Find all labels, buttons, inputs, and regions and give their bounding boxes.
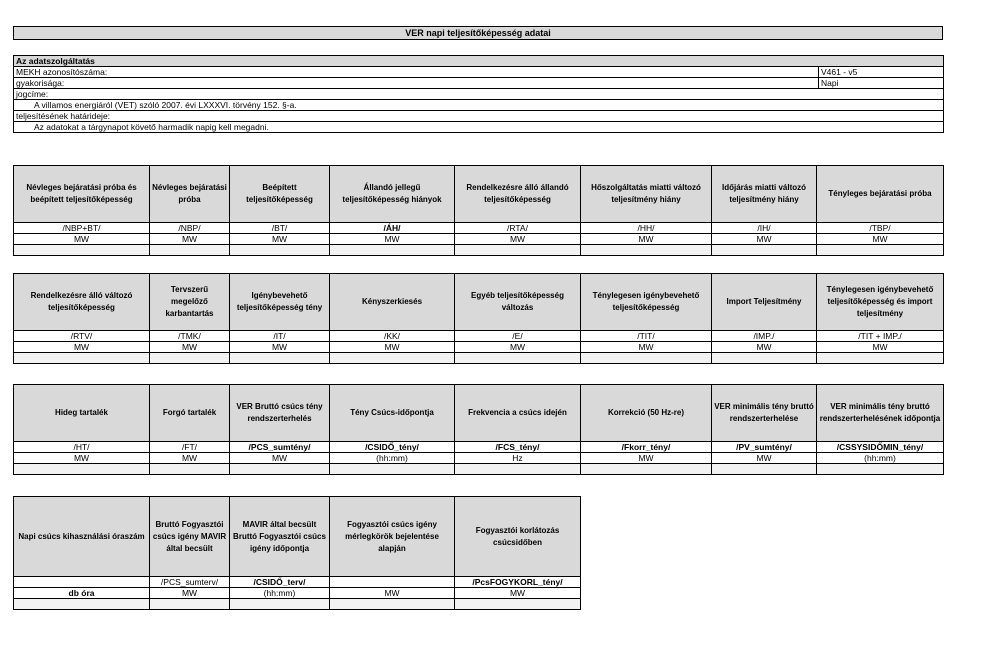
input-cell[interactable] [150, 464, 230, 475]
column-header: Fogyasztói korlátozás csúcsidőben [455, 497, 581, 577]
code-cell: /FT/ [150, 442, 230, 453]
code-cell: /PCS_sumtény/ [230, 442, 330, 453]
info-label: teljesítésének határideje: [14, 111, 944, 122]
column-header: Ténylegesen igénybevehető teljesítőképesség [581, 274, 712, 331]
unit-cell: (hh:mm) [330, 453, 455, 464]
code-cell: /ÁH/ [330, 223, 455, 234]
input-cell[interactable] [14, 464, 150, 475]
input-cell[interactable] [712, 464, 817, 475]
column-header: MAVIR által becsült Bruttó Fogyasztói csúcs igény időpontja [230, 497, 330, 577]
column-header: Rendelkezésre álló állandó teljesítőképesség [455, 166, 581, 223]
column-header: Kényszerkiesés [330, 274, 455, 331]
input-cell[interactable] [817, 464, 944, 475]
unit-cell: MW [712, 234, 817, 245]
column-header: Beépített teljesítőképesség [230, 166, 330, 223]
input-cell[interactable] [455, 245, 581, 256]
code-cell: /NBP+BT/ [14, 223, 150, 234]
code-cell: /IH/ [712, 223, 817, 234]
input-cell[interactable] [581, 353, 712, 364]
input-cell[interactable] [817, 353, 944, 364]
code-cell: /TBP/ [817, 223, 944, 234]
unit-cell: MW [712, 342, 817, 353]
column-header: Forgó tartalék [150, 385, 230, 442]
code-cell: /FCS_tény/ [455, 442, 581, 453]
input-cell[interactable] [455, 464, 581, 475]
column-header: Korrekció (50 Hz-re) [581, 385, 712, 442]
unit-cell: MW [14, 453, 150, 464]
report-title: VER napi teljesítőképesség adatai [13, 26, 943, 40]
unit-cell: MW [330, 588, 455, 599]
info-value: Napi [819, 78, 944, 89]
input-cell[interactable] [581, 464, 712, 475]
input-cell[interactable] [330, 464, 455, 475]
code-cell: /IT/ [230, 331, 330, 342]
unit-cell: MW [330, 234, 455, 245]
input-cell[interactable] [712, 245, 817, 256]
code-cell: /TIT + IMP./ [817, 331, 944, 342]
column-header: Hideg tartalék [14, 385, 150, 442]
code-cell: /RTA/ [455, 223, 581, 234]
unit-cell: MW [150, 588, 230, 599]
unit-cell: MW [817, 342, 944, 353]
info-header: Az adatszolgáltatás [14, 56, 944, 67]
code-cell: /E/ [455, 331, 581, 342]
column-header: Fogyasztói csúcs igény mérlegkörök bejelentése alapján [330, 497, 455, 577]
unit-cell: MW [455, 588, 581, 599]
input-cell[interactable] [455, 353, 581, 364]
column-header: Tervszerű megelőző karbantartás [150, 274, 230, 331]
unit-cell: MW [230, 342, 330, 353]
column-header: Névleges bejáratási próba [150, 166, 230, 223]
unit-cell: Hz [455, 453, 581, 464]
unit-cell: MW [817, 234, 944, 245]
code-cell: /IMP./ [712, 331, 817, 342]
column-header: Egyéb teljesítőképesség változás [455, 274, 581, 331]
column-header: Napi csúcs kihasználási óraszám [14, 497, 150, 577]
code-cell: /HT/ [14, 442, 150, 453]
unit-cell: MW [581, 453, 712, 464]
code-cell: /NBP/ [150, 223, 230, 234]
input-cell[interactable] [150, 599, 230, 610]
code-cell [14, 577, 150, 588]
input-cell[interactable] [817, 245, 944, 256]
capacity-table-2 [13, 273, 944, 364]
column-header: Állandó jellegű teljesítőképesség hiányok [330, 166, 455, 223]
input-cell[interactable] [14, 599, 150, 610]
input-cell[interactable] [455, 599, 581, 610]
code-cell: /TIT/ [581, 331, 712, 342]
unit-cell: MW [455, 234, 581, 245]
code-cell: /BT/ [230, 223, 330, 234]
unit-cell: MW [14, 342, 150, 353]
code-cell: /CSIDŐ_terv/ [230, 577, 330, 588]
info-label: gyakorisága: [14, 78, 819, 89]
unit-cell: MW [150, 342, 230, 353]
input-cell[interactable] [330, 245, 455, 256]
unit-cell: MW [150, 453, 230, 464]
input-cell[interactable] [150, 353, 230, 364]
column-header: VER minimális tény bruttó rendszerterhelése [712, 385, 817, 442]
code-cell: /PcsFOGYKORL_tény/ [455, 577, 581, 588]
column-header: Tény Csúcs-időpontja [330, 385, 455, 442]
code-cell: /PV_sumtény/ [712, 442, 817, 453]
column-header: Bruttó Fogyasztói csúcs igény MAVIR által becsült [150, 497, 230, 577]
unit-cell: MW [330, 342, 455, 353]
capacity-table-1 [13, 165, 944, 256]
unit-cell: MW [581, 234, 712, 245]
column-header: Ténylegesen igénybevehető teljesítőképesség és import teljesítmény [817, 274, 944, 331]
info-label: jogcíme: [14, 89, 944, 100]
unit-cell: MW [14, 234, 150, 245]
unit-cell: db óra [14, 588, 150, 599]
info-text: Az adatokat a tárgynapot követő harmadik napig kell megadni. [14, 122, 944, 133]
column-header: Időjárás miatti változó teljesítmény hiány [712, 166, 817, 223]
column-header: Tényleges bejáratási próba [817, 166, 944, 223]
input-cell[interactable] [150, 245, 230, 256]
unit-cell: MW [455, 342, 581, 353]
column-header: Frekvencia a csúcs idején [455, 385, 581, 442]
unit-cell: MW [230, 234, 330, 245]
column-header: VER minimális tény bruttó rendszerterhelésének időpontja [817, 385, 944, 442]
unit-cell: MW [230, 453, 330, 464]
input-cell[interactable] [230, 245, 330, 256]
unit-cell: MW [712, 453, 817, 464]
column-header: Rendelkezésre álló változó teljesítőképesség [14, 274, 150, 331]
code-cell: /CSSYSIDŐMIN_tény/ [817, 442, 944, 453]
input-cell[interactable] [581, 245, 712, 256]
column-header: Import Teljesítmény [712, 274, 817, 331]
code-cell [330, 577, 455, 588]
code-cell: /Fkorr_tény/ [581, 442, 712, 453]
input-cell[interactable] [14, 245, 150, 256]
input-cell[interactable] [330, 353, 455, 364]
code-cell: /KK/ [330, 331, 455, 342]
input-cell[interactable] [330, 599, 455, 610]
info-label: MEKH azonosítószáma: [14, 67, 819, 78]
info-value: V461 - v5 [819, 67, 944, 78]
unit-cell: (hh:mm) [817, 453, 944, 464]
column-header: VER Bruttó csúcs tény rendszerterhelés [230, 385, 330, 442]
code-cell: /RTV/ [14, 331, 150, 342]
capacity-table-3 [13, 384, 944, 475]
input-cell[interactable] [230, 464, 330, 475]
unit-cell: MW [581, 342, 712, 353]
column-header: Hőszolgáltatás miatti változó teljesítmény hiány [581, 166, 712, 223]
code-cell: /TMK/ [150, 331, 230, 342]
unit-cell: (hh:mm) [230, 588, 330, 599]
info-table [13, 55, 944, 133]
info-text: A villamos energiáról (VET) szóló 2007. évi LXXXVI. törvény 152. §-a. [14, 100, 944, 111]
code-cell: /CSIDŐ_tény/ [330, 442, 455, 453]
column-header: Névleges bejáratási próba és beépített teljesítőképesség [14, 166, 150, 223]
capacity-table-4 [13, 496, 581, 610]
code-cell: /HH/ [581, 223, 712, 234]
code-cell: /PCS_sumterv/ [150, 577, 230, 588]
input-cell[interactable] [230, 353, 330, 364]
input-cell[interactable] [14, 353, 150, 364]
input-cell[interactable] [230, 599, 330, 610]
column-header: Igénybevehető teljesítőképesség tény [230, 274, 330, 331]
unit-cell: MW [150, 234, 230, 245]
input-cell[interactable] [712, 353, 817, 364]
